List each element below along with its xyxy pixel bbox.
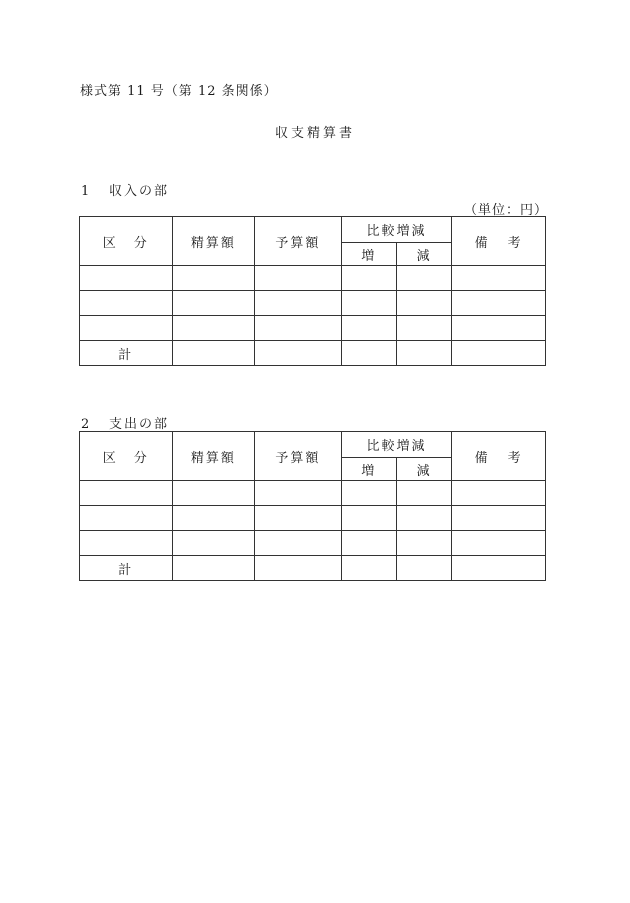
cell[interactable]	[255, 266, 342, 291]
cell[interactable]	[452, 531, 546, 556]
table-row	[80, 291, 546, 316]
header-gen: 減	[396, 243, 451, 266]
cell[interactable]	[255, 481, 342, 506]
cell[interactable]	[341, 556, 396, 581]
header-gen: 減	[396, 458, 451, 481]
cell[interactable]	[396, 291, 451, 316]
table-row	[80, 531, 546, 556]
cell[interactable]	[172, 266, 255, 291]
header-hikaku: 比較増減	[341, 217, 452, 243]
cell[interactable]	[80, 291, 173, 316]
table-row	[80, 316, 546, 341]
cell[interactable]	[172, 341, 255, 366]
section-number: 1	[81, 184, 92, 199]
cell[interactable]	[396, 481, 451, 506]
section-title: 収入の部	[109, 184, 170, 199]
table-row	[80, 481, 546, 506]
cell[interactable]	[341, 481, 396, 506]
header-zou: 増	[341, 458, 396, 481]
cell[interactable]	[80, 266, 173, 291]
cell[interactable]	[452, 556, 546, 581]
cell[interactable]	[452, 316, 546, 341]
cell[interactable]	[452, 341, 546, 366]
cell[interactable]	[172, 481, 255, 506]
header-biko: 備 考	[452, 217, 546, 266]
header-zou: 増	[341, 243, 396, 266]
cell[interactable]	[452, 266, 546, 291]
total-row	[80, 341, 546, 366]
cell[interactable]	[341, 316, 396, 341]
header-seisan: 精算額	[172, 217, 255, 266]
total-label: 計	[80, 341, 173, 366]
cell[interactable]	[341, 341, 396, 366]
cell[interactable]	[255, 506, 342, 531]
section-heading-income	[81, 180, 169, 199]
header-kubun: 区 分	[80, 432, 173, 481]
section-title: 支出の部	[109, 417, 170, 432]
cell[interactable]	[80, 481, 173, 506]
cell[interactable]	[172, 556, 255, 581]
total-row	[80, 556, 546, 581]
cell[interactable]	[255, 341, 342, 366]
cell[interactable]	[255, 531, 342, 556]
cell[interactable]	[396, 341, 451, 366]
cell[interactable]	[396, 316, 451, 341]
header-biko: 備 考	[452, 432, 546, 481]
section-number: 2	[81, 417, 92, 432]
header-yosan: 予算額	[255, 217, 342, 266]
cell[interactable]	[396, 506, 451, 531]
cell[interactable]	[341, 266, 396, 291]
form-number: 様式第 11 号（第 12 条関係）	[80, 84, 278, 99]
cell[interactable]	[172, 291, 255, 316]
cell[interactable]	[255, 316, 342, 341]
cell[interactable]	[452, 291, 546, 316]
header-yosan: 予算額	[255, 432, 342, 481]
cell[interactable]	[80, 506, 173, 531]
cell[interactable]	[255, 556, 342, 581]
cell[interactable]	[396, 531, 451, 556]
cell[interactable]	[341, 291, 396, 316]
cell[interactable]	[396, 266, 451, 291]
cell[interactable]	[80, 531, 173, 556]
section-heading-expense	[81, 413, 169, 432]
cell[interactable]	[341, 506, 396, 531]
table-row	[80, 266, 546, 291]
cell[interactable]	[396, 556, 451, 581]
unit-note: （単位：円）	[463, 203, 548, 218]
total-label: 計	[80, 556, 173, 581]
expense-table	[79, 431, 546, 581]
cell[interactable]	[80, 316, 173, 341]
table-row	[80, 506, 546, 531]
cell[interactable]	[452, 506, 546, 531]
cell[interactable]	[341, 531, 396, 556]
header-seisan: 精算額	[172, 432, 255, 481]
cell[interactable]	[452, 481, 546, 506]
header-kubun: 区 分	[80, 217, 173, 266]
document-title: 収支精算書	[274, 126, 355, 141]
header-hikaku: 比較増減	[341, 432, 452, 458]
cell[interactable]	[255, 291, 342, 316]
cell[interactable]	[172, 316, 255, 341]
cell[interactable]	[172, 506, 255, 531]
cell[interactable]	[172, 531, 255, 556]
income-table	[79, 216, 546, 366]
